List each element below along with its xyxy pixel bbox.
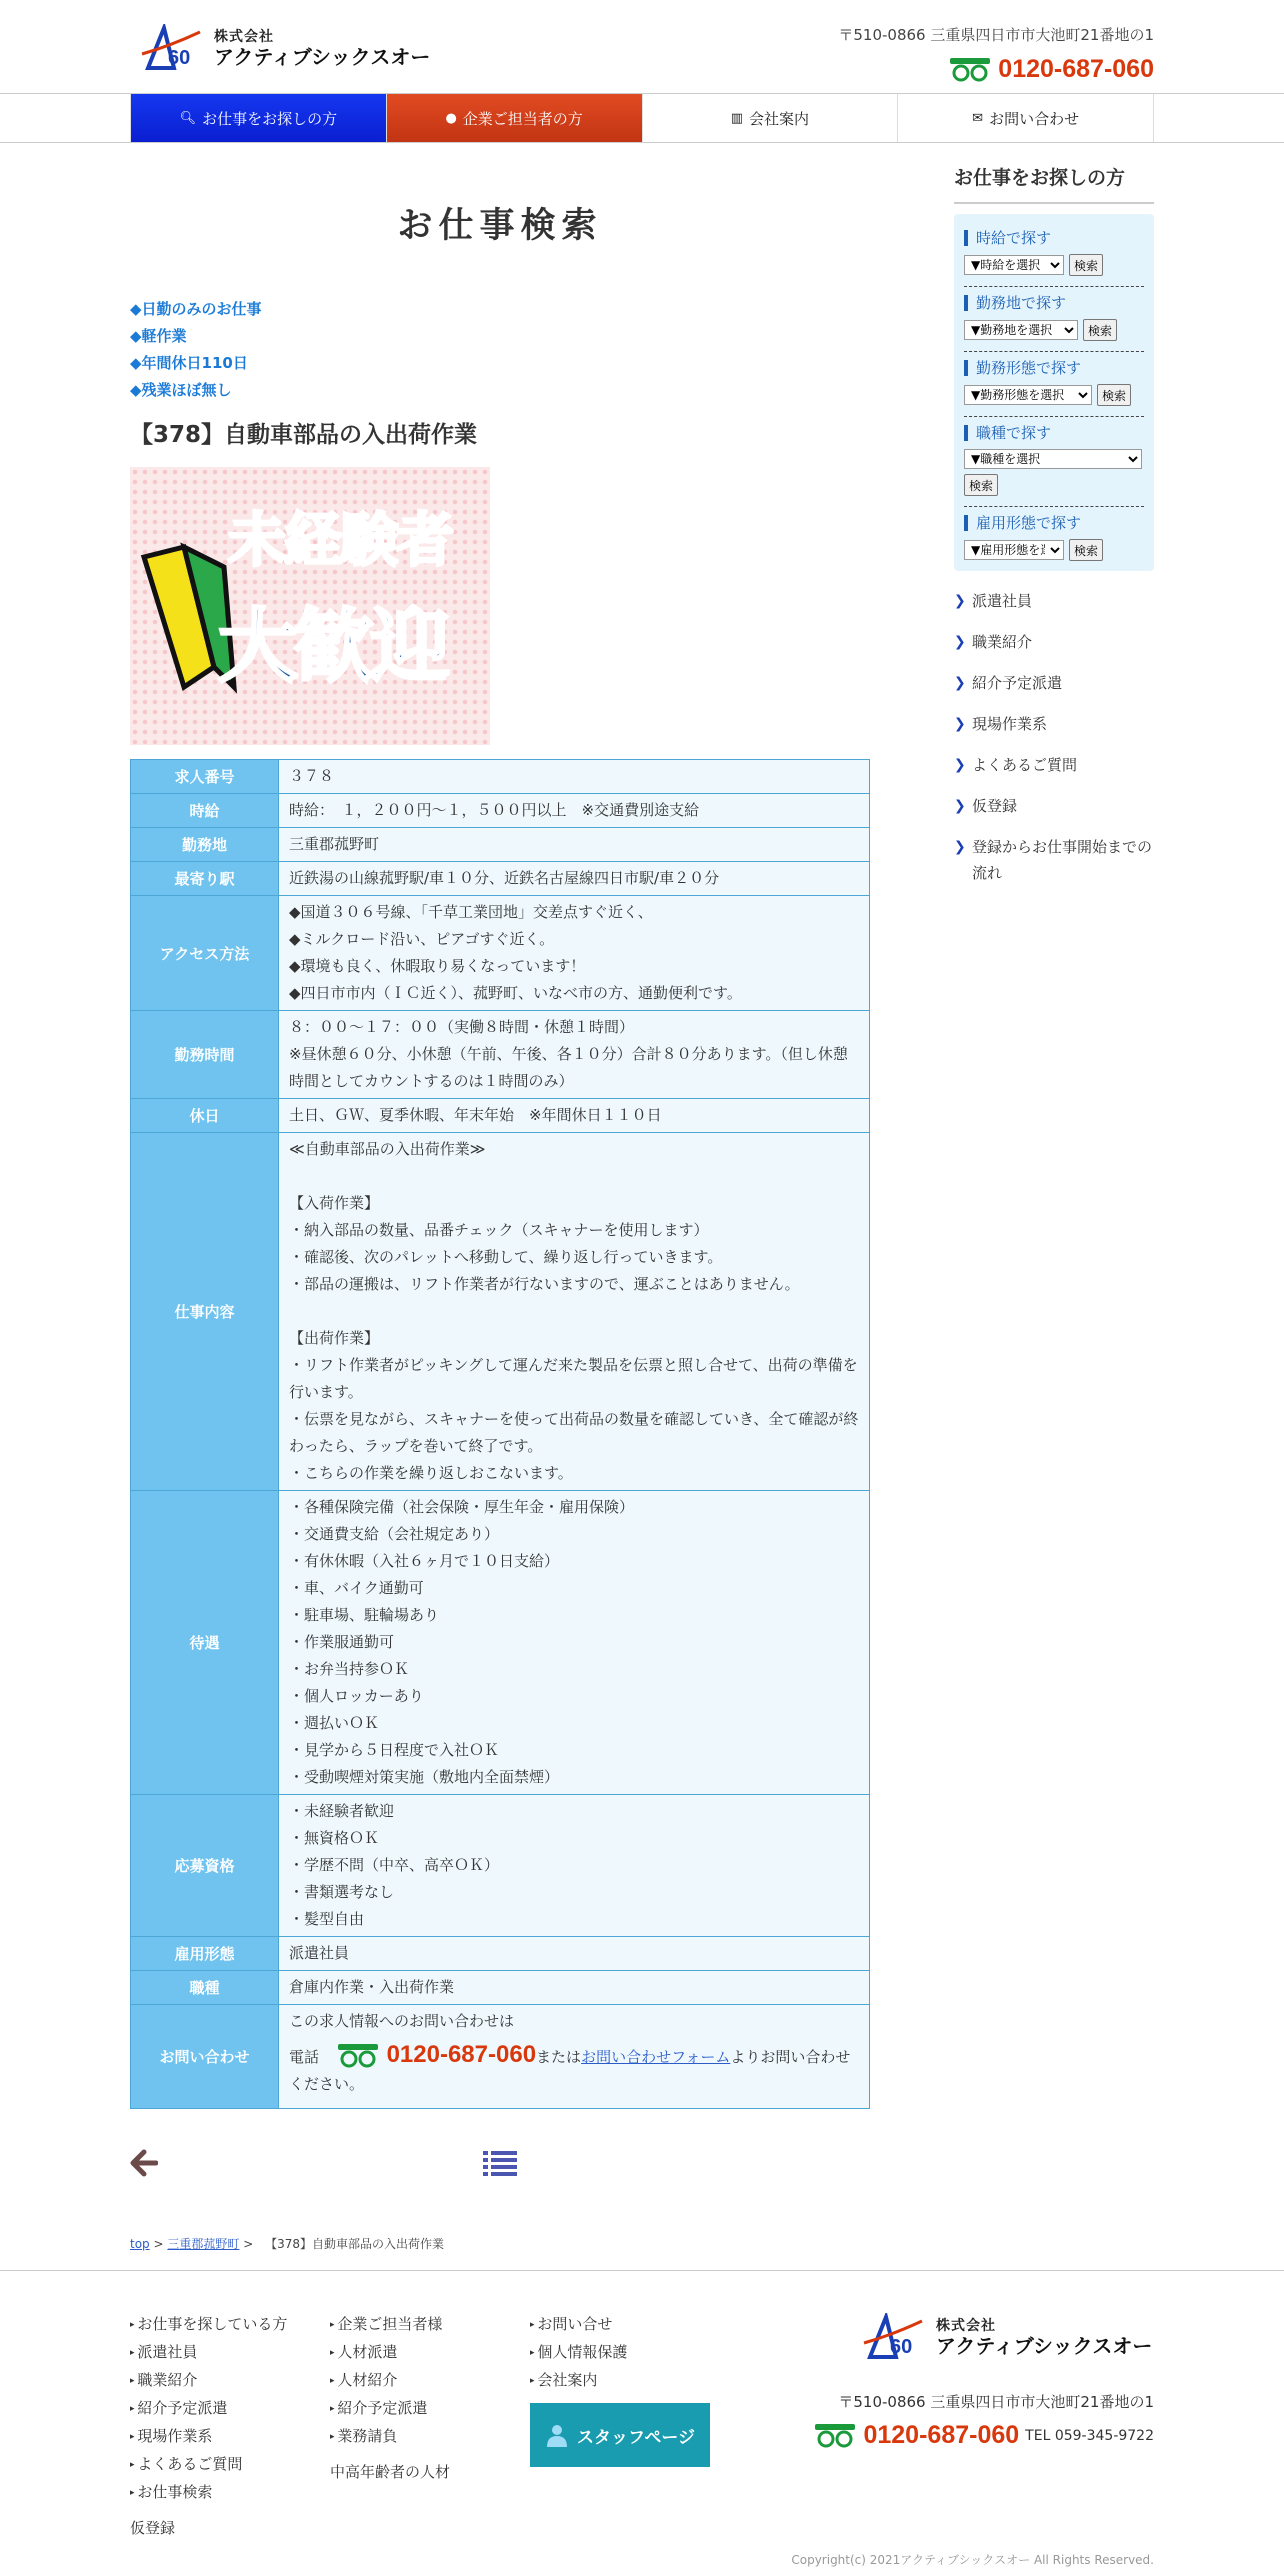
- wage-select[interactable]: [964, 255, 1064, 275]
- breadcrumb-sep: >: [153, 2237, 164, 2251]
- search-group-wage: [964, 222, 1144, 287]
- breadcrumb-sep: >: [243, 2237, 254, 2251]
- copyright: Copyright(c) 2021アクティブシックスオー All Rights Reserved.: [791, 2553, 1154, 2567]
- search-label: 勤務地で探す: [964, 295, 1144, 311]
- logo-company-name: アクティブシックスオー: [214, 44, 431, 69]
- chevron-right-icon: ❯: [954, 593, 966, 609]
- search-label: 時給で探す: [964, 230, 1144, 246]
- sidebar-item[interactable]: [954, 704, 1154, 745]
- occupation-select[interactable]: [964, 449, 1142, 469]
- footer-link[interactable]: ▸ 人材派遣: [330, 2339, 450, 2367]
- row-value: ≪自動車部品の入出荷作業≫ 【入荷作業】 ・納入部品の数量、品番チェック（スキャナーを使用します） ・確認後、次のパレットへ移動して、繰り返し行っていきます。 ・部品の運搬は、リフト作業者が行ないますので、運ぶことはありません。 【出荷作業】 ・リフト作業者がピッキングして運んだ来た製品を伝票と照し合せて、出荷の準備を行います。 ・伝票を見ながら、スキャナーを使って出荷品の数量を確認していき、全て確認が終わったら、ラップを巻いて終了です。 ・こちらの作業を繰り返しおこないます。: [279, 1133, 870, 1491]
- job-details-table: [130, 759, 870, 2109]
- nav-label: 会社案内: [749, 109, 810, 128]
- footer-tel-number[interactable]: TEL 059-345-9722: [1025, 2427, 1154, 2444]
- site-footer: [0, 2270, 1284, 2568]
- worktype-select[interactable]: [964, 385, 1092, 405]
- sidebar-links: [954, 581, 1154, 894]
- row-header: 勤務時間: [131, 1011, 279, 1099]
- nav-job-seekers[interactable]: [130, 94, 387, 142]
- beginner-welcome-image: [130, 467, 490, 745]
- logo-mark-icon: [862, 2313, 928, 2361]
- search-group-worktype: [964, 352, 1144, 417]
- building-icon: ▥: [730, 110, 744, 126]
- table-row: [131, 1491, 870, 1795]
- table-row-contact: [131, 2005, 870, 2109]
- row-header: お問い合わせ: [131, 2005, 279, 2109]
- staff-person-icon: [545, 2423, 569, 2447]
- freedial-icon: [338, 2044, 378, 2068]
- sidebar-item-label: 派遣社員: [972, 592, 1033, 610]
- image-text-bottom: 大歓迎: [218, 600, 446, 693]
- footer-link[interactable]: ▸ お問い合せ: [530, 2311, 627, 2339]
- chevron-right-icon: ❯: [954, 757, 966, 773]
- contact-suffix: よりお問い合わせください。: [289, 2048, 851, 2093]
- nav-label: お問い合わせ: [989, 109, 1080, 128]
- envelope-icon: ✉: [972, 110, 984, 126]
- search-button[interactable]: 検索: [1097, 384, 1131, 406]
- table-row: [131, 1011, 870, 1099]
- table-row: [131, 760, 870, 794]
- site-header: [0, 0, 1284, 93]
- header-address: 〒510-0866 三重県四日市市大池町21番地の1: [838, 26, 1154, 44]
- sidebar-item[interactable]: [954, 786, 1154, 827]
- footer-link[interactable]: ▸ 紹介予定派遣: [130, 2395, 287, 2423]
- footer-link[interactable]: ▸ 紹介予定派遣: [330, 2395, 450, 2423]
- search-group-location: [964, 287, 1144, 352]
- sidebar: [954, 143, 1154, 894]
- main-content: [130, 143, 870, 2252]
- sidebar-item-label: 職業紹介: [972, 633, 1033, 651]
- row-value: 倉庫内作業・入出荷作業: [279, 1971, 870, 2005]
- arrow-left-icon[interactable]: [130, 2149, 158, 2177]
- contact-form-link[interactable]: お問い合わせフォーム: [581, 2048, 731, 2066]
- sidebar-item[interactable]: [954, 622, 1154, 663]
- header-phone-number[interactable]: 0120-687-060: [998, 55, 1154, 83]
- sidebar-item[interactable]: [954, 581, 1154, 622]
- search-label: 雇用形態で探す: [964, 515, 1144, 531]
- nav-employers[interactable]: [387, 94, 643, 142]
- row-value: 近鉄湯の山線菰野駅/車１０分、近鉄名古屋線四日市駅/車２０分: [279, 862, 870, 896]
- nav-contact[interactable]: [898, 94, 1154, 142]
- row-header: 応募資格: [131, 1795, 279, 1937]
- contact-tel-label: 電話: [289, 2048, 320, 2066]
- contact-phone-number[interactable]: 0120-687-060: [386, 2041, 537, 2068]
- footer-link[interactable]: ▸ 職業紹介: [130, 2367, 287, 2395]
- sidebar-item[interactable]: [954, 745, 1154, 786]
- search-label: 職種で探す: [964, 425, 1144, 441]
- footer-link-register[interactable]: 仮登録: [130, 2519, 176, 2537]
- row-value: 派遣社員: [279, 1937, 870, 1971]
- logo-company-name: アクティブシックスオー: [936, 2333, 1153, 2358]
- footer-link-seniors[interactable]: 中高年齢者の人材: [330, 2463, 451, 2481]
- footer-link[interactable]: ▸ 業務請負: [330, 2423, 450, 2451]
- table-row: [131, 1795, 870, 1937]
- nav-company[interactable]: [643, 94, 899, 142]
- row-header: 職種: [131, 1971, 279, 2005]
- table-row: [131, 794, 870, 828]
- sidebar-title: お仕事をお探しの方: [954, 163, 1154, 204]
- footer-phone[interactable]: [815, 2421, 1154, 2450]
- pager: [130, 2139, 870, 2199]
- row-value: ・各種保険完備（社会保険・厚生年金・雇用保険） ・交通費支給（会社規定あり） ・有休休暇（入社６ヶ月で１０日支給） ・車、バイク通勤可 ・駐車場、駐輪場あり ・作業服通勤可 ・お弁当持参ＯＫ ・個人ロッカーあり ・週払いＯＫ ・見学から５日程度で入社ＯＫ ・受動喫煙対策実施（敷地内全面禁煙）: [279, 1491, 870, 1795]
- contact-or: または: [536, 2048, 582, 2066]
- row-value: ３７８: [279, 760, 870, 794]
- employment-select[interactable]: [964, 540, 1064, 560]
- table-row: [131, 1133, 870, 1491]
- row-header: 時給: [131, 794, 279, 828]
- freedial-icon: [950, 58, 990, 82]
- user-icon: ●: [445, 110, 457, 126]
- footer-link[interactable]: ▸ よくあるご質問: [130, 2451, 287, 2479]
- logo-small-text: 株式会社: [936, 2317, 996, 2334]
- contact-intro: この求人情報へのお問い合わせは: [289, 2012, 515, 2030]
- table-row: [131, 1099, 870, 1133]
- freedial-icon: [815, 2424, 855, 2448]
- logo-mark-icon: [140, 24, 206, 72]
- row-header: アクセス方法: [131, 896, 279, 1011]
- footer-link[interactable]: ▸ 会社案内: [530, 2367, 627, 2395]
- footer-link[interactable]: ▸ 派遣社員: [130, 2339, 287, 2367]
- page-title: お仕事検索: [397, 206, 603, 246]
- search-button[interactable]: 検索: [1083, 319, 1117, 341]
- job-tags: [130, 296, 870, 404]
- breadcrumb-top[interactable]: top: [130, 2237, 150, 2251]
- footer-link[interactable]: ▸ お仕事を探している方: [130, 2311, 287, 2339]
- footer-link[interactable]: ▸ 人材紹介: [330, 2367, 450, 2395]
- row-value: 時給： １，２００円～１，５００円以上 ※交通費別途支給: [279, 794, 870, 828]
- sidebar-item-label: よくあるご質問: [972, 756, 1078, 774]
- table-row: [131, 896, 870, 1011]
- job-title: 【378】自動車部品の入出荷作業: [130, 422, 478, 448]
- staff-button-label: スタッフページ: [577, 2427, 695, 2448]
- footer-link[interactable]: ▸ 現場作業系: [130, 2423, 287, 2451]
- footer-col-seekers: [130, 2311, 287, 2538]
- row-value: ８：００～１７：００（実働８時間・休憩１時間） ※昼休憩６０分、小休憩（午前、午後、各１０分）合計８０分あります。（但し休憩時間としてカウントするのは１時間のみ）: [279, 1011, 870, 1099]
- breadcrumb-current: 【378】自動車部品の入出荷作業: [265, 2237, 445, 2251]
- tag-link[interactable]: ◆軽作業: [130, 327, 187, 345]
- tag-link[interactable]: ◆日勤のみのお仕事: [130, 300, 262, 318]
- table-row: [131, 828, 870, 862]
- search-icon: 🔍︎: [179, 110, 197, 126]
- row-value: [279, 2005, 870, 2109]
- sidebar-item[interactable]: [954, 827, 1154, 894]
- search-box: [954, 214, 1154, 571]
- table-row: [131, 1937, 870, 1971]
- logo-small-text: 株式会社: [214, 28, 274, 45]
- footer-link[interactable]: ▸ お仕事検索: [130, 2479, 287, 2507]
- search-group-occupation: [964, 417, 1144, 507]
- breadcrumb: [130, 2235, 870, 2252]
- location-select[interactable]: [964, 320, 1078, 340]
- footer-col-company: [530, 2311, 627, 2395]
- chevron-right-icon: ❯: [954, 798, 966, 814]
- sidebar-item-label: 紹介予定派遣: [972, 674, 1063, 692]
- search-button[interactable]: 検索: [1069, 254, 1103, 276]
- list-icon[interactable]: [483, 2149, 517, 2177]
- sidebar-item-label: 登録からお仕事開始までの流れ: [972, 838, 1153, 882]
- row-value: ・未経験者歓迎 ・無資格ＯＫ ・学歴不問（中卒、高卒ＯＫ） ・書類選考なし ・髪型自由: [279, 1795, 870, 1937]
- tag-link[interactable]: ◆残業ほぼ無し: [130, 381, 232, 399]
- row-header: 求人番号: [131, 760, 279, 794]
- row-value: ◆国道３０６号線、「千草工業団地」交差点すぐ近く、 ◆ミルクロード沿い、ピアゴすぐ近く。 ◆環境も良く、休暇取り易くなっています！ ◆四日市市内（ＩＣ近く）、菰野町、いなべ市の方、通勤便利です。: [279, 896, 870, 1011]
- search-button[interactable]: 検索: [964, 474, 998, 496]
- chevron-right-icon: ❯: [954, 675, 966, 691]
- row-header: 勤務地: [131, 828, 279, 862]
- search-button[interactable]: 検索: [1069, 539, 1103, 561]
- site-logo[interactable]: [140, 24, 430, 72]
- svg-text:60: 60: [890, 2336, 913, 2358]
- row-header: 休日: [131, 1099, 279, 1133]
- row-value: 三重郡菰野町: [279, 828, 870, 862]
- global-nav: [0, 93, 1284, 143]
- footer-col-employers: [330, 2311, 450, 2482]
- sidebar-item-label: 現場作業系: [972, 715, 1048, 733]
- footer-phone-number[interactable]: 0120-687-060: [863, 2421, 1020, 2449]
- staff-page-button[interactable]: [530, 2403, 710, 2467]
- footer-logo[interactable]: [862, 2313, 1152, 2361]
- sidebar-item-label: 仮登録: [972, 797, 1018, 815]
- tag-link[interactable]: ◆年間休日110日: [130, 354, 248, 372]
- footer-link[interactable]: ▸ 個人情報保護: [530, 2339, 627, 2367]
- footer-link[interactable]: ▸ 企業ご担当者様: [330, 2311, 450, 2339]
- table-row: [131, 1971, 870, 2005]
- row-header: 仕事内容: [131, 1133, 279, 1491]
- chevron-right-icon: ❯: [954, 716, 966, 732]
- header-phone[interactable]: [950, 55, 1154, 84]
- row-header: 待遇: [131, 1491, 279, 1795]
- sidebar-item[interactable]: [954, 663, 1154, 704]
- image-text-top: 未経験者: [228, 506, 453, 574]
- breadcrumb-area[interactable]: 三重郡菰野町: [167, 2237, 240, 2251]
- chevron-right-icon: ❯: [954, 634, 966, 650]
- table-row: [131, 862, 870, 896]
- row-header: 雇用形態: [131, 1937, 279, 1971]
- row-header: 最寄り駅: [131, 862, 279, 896]
- svg-text:60: 60: [168, 47, 191, 69]
- row-value: 土日、ＧＷ、夏季休暇、年末年始 ※年間休日１１０日: [279, 1099, 870, 1133]
- nav-label: 企業ご担当者の方: [462, 109, 583, 128]
- search-label: 勤務形態で探す: [964, 360, 1144, 376]
- search-group-employment: [964, 507, 1144, 563]
- chevron-right-icon: ❯: [954, 839, 966, 855]
- footer-address: 〒510-0866 三重県四日市市大池町21番地の1: [838, 2393, 1154, 2411]
- nav-label: お仕事をお探しの方: [202, 109, 338, 128]
